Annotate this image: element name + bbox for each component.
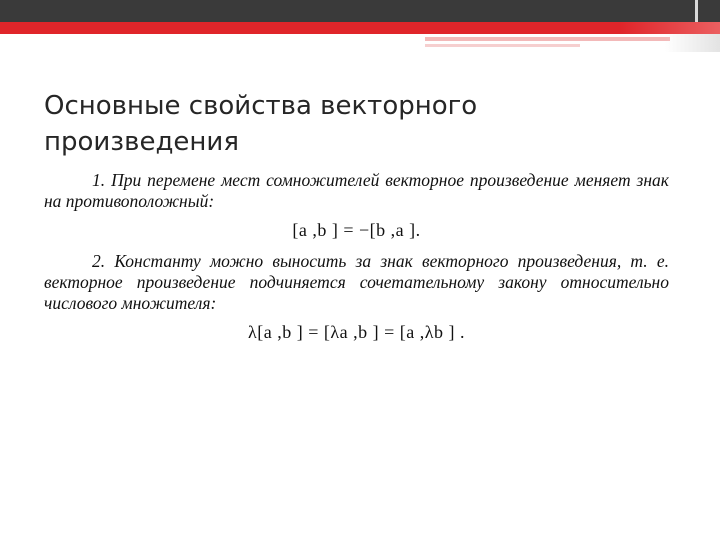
slide-content: [44, 170, 669, 353]
property-2-text: [44, 251, 669, 314]
property-2-label: 2. Константу можно выносить за знак векторного произведения, т. е. векторное произведение подчиняется сочетательному закону относительно числового множителя:: [44, 251, 669, 313]
red-accent-band: [0, 22, 720, 34]
property-1-text: [44, 170, 669, 212]
property-1-formula: [a ,b ] = −[b ,a ].: [292, 220, 421, 240]
decorative-stripe: [425, 44, 580, 47]
property-2-formula: λ[a ,b ] = [λa ,b ] = [a ,λb ] .: [248, 322, 465, 342]
top-bar-accent-line: [695, 0, 698, 22]
slide-title: Основные свойства векторного произведения: [44, 91, 478, 157]
property-1-label: 1. При перемене мест сомножителей векторное произведение меняет знак на противоположный:: [44, 170, 669, 211]
decorative-stripe: [425, 37, 670, 41]
decorative-fade: [665, 34, 720, 52]
red-band-fade: [620, 22, 720, 34]
top-bar: [0, 0, 720, 22]
